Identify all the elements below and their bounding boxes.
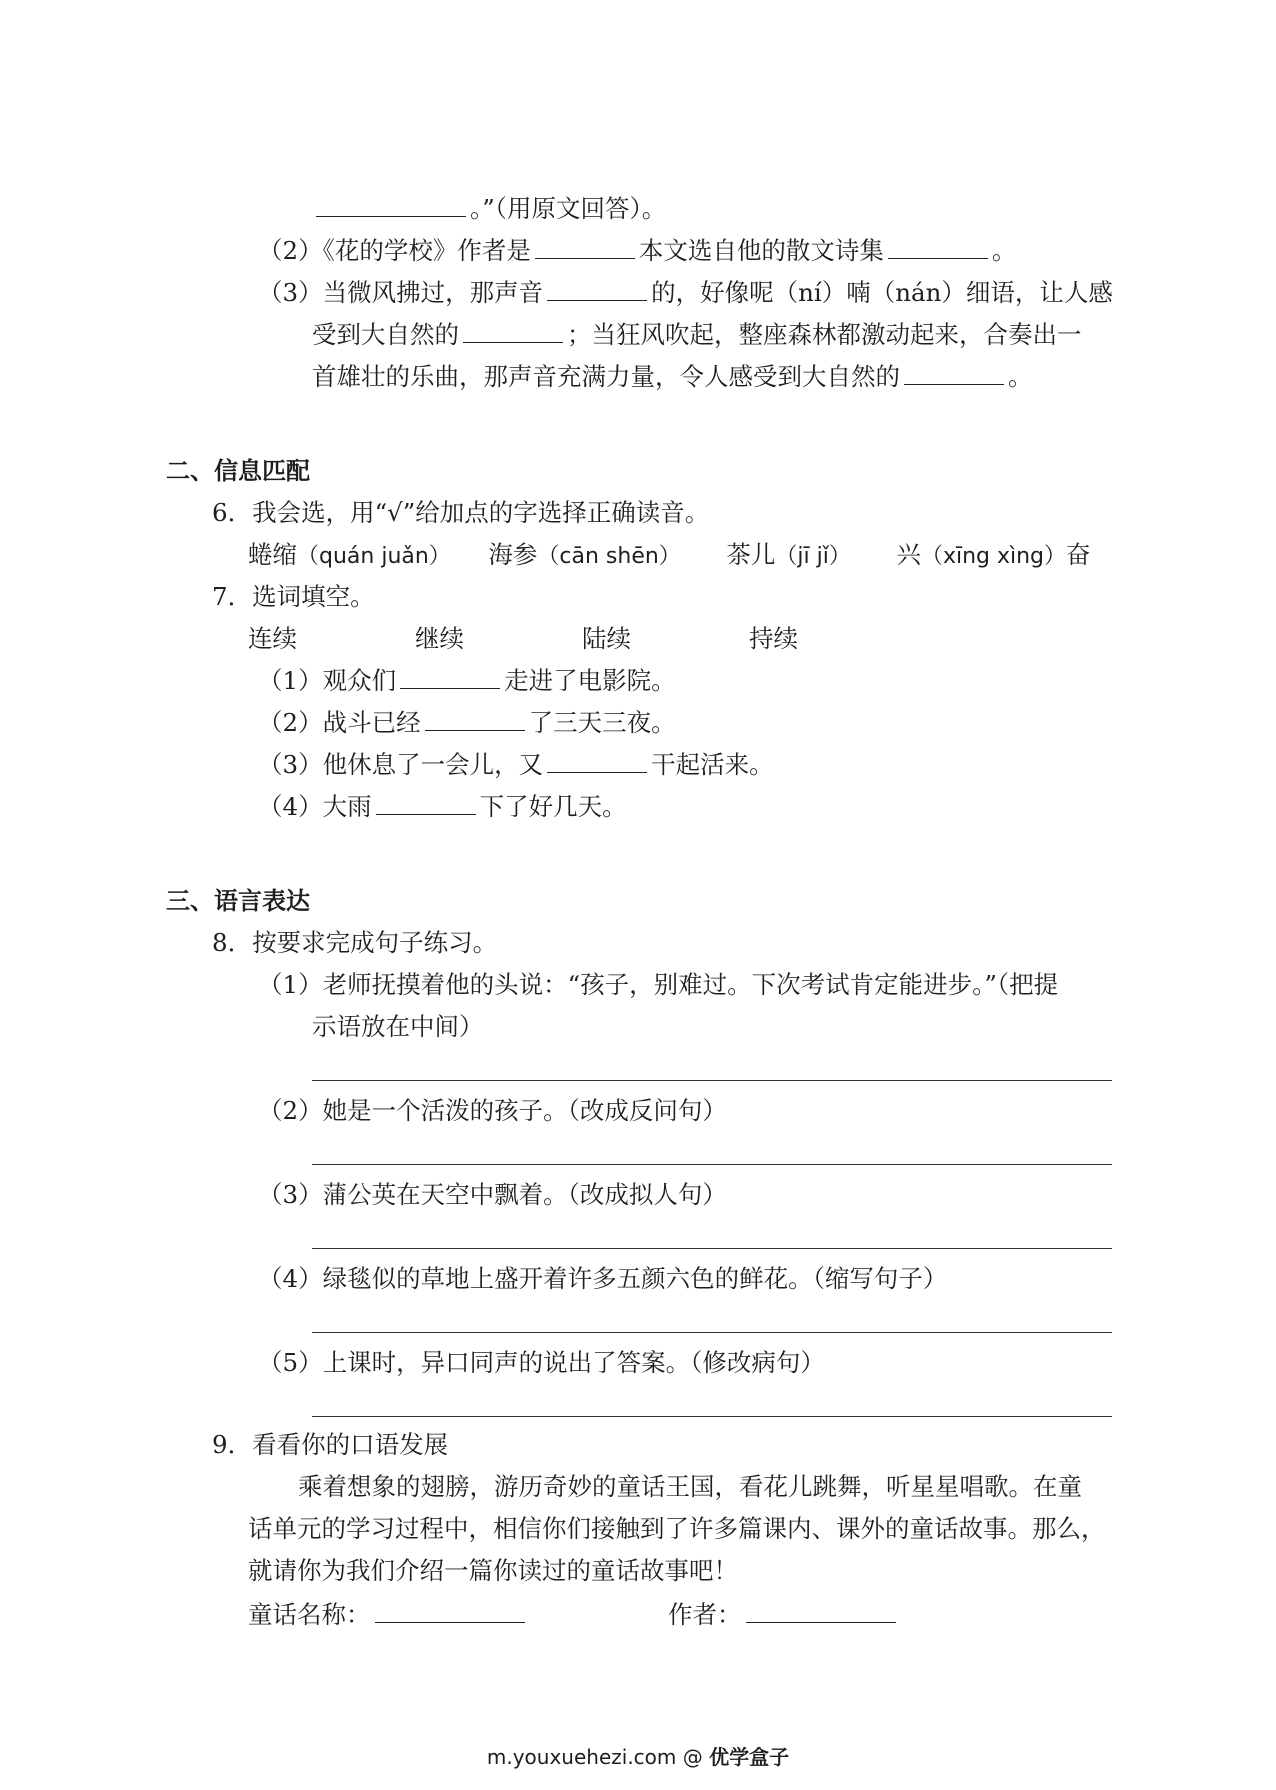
section3-title: 三、语言表达 — [166, 887, 310, 915]
q6-word: 蜷缩 — [248, 540, 297, 569]
answer-line[interactable] — [312, 1248, 1112, 1249]
q7-item-pre: （1）观众们 — [258, 666, 397, 695]
q7-item-post: 了三天三夜。 — [528, 708, 676, 737]
q7-item-post: 下了好几天。 — [479, 792, 627, 821]
q5-line-a-text: 。”（用原文回答）。 — [470, 194, 667, 223]
q7-item-1 — [258, 664, 676, 698]
q5-sub2-pre: （2）《花的学校》作者是 — [258, 236, 531, 265]
q8-item-1-line2: 示语放在中间） — [312, 1012, 484, 1041]
q9-para-line3: 就请你为我们介绍一篇你读过的童话故事吧！ — [248, 1556, 738, 1585]
answer-line[interactable] — [312, 1332, 1112, 1333]
q6-word: 兴 — [896, 540, 921, 569]
q7-item-pre: （4）大雨 — [258, 792, 372, 821]
q9-label: 9．看看你的口语发展 — [212, 1430, 449, 1459]
word-option: 连续 — [248, 624, 297, 653]
q9-para-line2: 话单元的学习过程中，相信你们接触到了许多篇课内、课外的童话故事。那么， — [248, 1514, 1106, 1543]
answer-blank[interactable] — [547, 750, 647, 773]
q5-sub3-l2-post: ；当狂风吹起，整座森林都激动起来，合奏出一 — [567, 320, 1082, 349]
answer-blank[interactable] — [535, 236, 635, 259]
word-option: 继续 — [415, 624, 464, 653]
q5-sub3-pre: （3）当微风拂过，那声音 — [258, 278, 544, 307]
answer-line[interactable] — [312, 1164, 1112, 1165]
q6-suffix: 奋 — [1066, 540, 1091, 569]
answer-blank[interactable] — [316, 194, 466, 217]
q5-sub3-line2 — [312, 318, 1082, 352]
q9-para-line1: 乘着想象的翅膀，游历奇妙的童话王国，看花儿跳舞，听星星唱歌。在童 — [298, 1472, 1082, 1501]
answer-blank[interactable] — [400, 666, 500, 689]
q7-item-pre: （2）战斗已经 — [258, 708, 421, 737]
q8-item-4: （4）绿毯似的草地上盛开着许多五颜六色的鲜花。（缩写句子） — [258, 1264, 948, 1293]
q7-item-4 — [258, 790, 627, 824]
q8-item-1-line1: （1）老师抚摸着他的头说：“孩子，别难过。下次考试肯定能进步。”（把提 — [258, 970, 1059, 999]
q5-sub2-end: 。 — [991, 236, 1017, 265]
footer-brand: 优学盒子 — [709, 1745, 790, 1769]
answer-line[interactable] — [312, 1416, 1112, 1417]
q9-author-row — [668, 1598, 900, 1632]
q8-item-2: （2）她是一个活泼的孩子。（改成反问句） — [258, 1096, 727, 1125]
footer-watermark — [0, 1742, 1276, 1772]
q5-sub3-l2-pre: 受到大自然的 — [312, 320, 459, 349]
q7-word-bank — [248, 622, 798, 656]
answer-blank[interactable] — [376, 792, 476, 815]
q5-line-a — [312, 192, 666, 226]
author-blank[interactable] — [746, 1600, 896, 1623]
q5-sub2-mid: 本文选自他的散文诗集 — [638, 236, 884, 265]
q7-item-post: 走进了电影院。 — [504, 666, 676, 695]
q7-item-2 — [258, 706, 676, 740]
q6-word: 茶儿 — [726, 540, 776, 569]
q5-sub3-line1 — [258, 276, 1113, 310]
q6-word: 海参 — [488, 540, 538, 569]
q6-pinyin: （jī jǐ） — [775, 544, 851, 569]
q5-sub3-l3-pre: 首雄壮的乐曲，那声音充满力量，令人感受到大自然的 — [312, 362, 900, 391]
q7-item-post: 干起活来。 — [651, 750, 774, 779]
q5-sub3-line3 — [312, 360, 1033, 394]
answer-blank[interactable] — [425, 708, 525, 731]
q6-item-1[interactable] — [248, 540, 451, 569]
story-name-label: 童话名称： — [248, 1600, 371, 1629]
answer-blank[interactable] — [547, 278, 647, 301]
word-option: 持续 — [749, 624, 798, 653]
q7-item-pre: （3）他休息了一会儿，又 — [258, 750, 544, 779]
q5-sub3-post: 的，好像呢（ní）喃（nán）细语，让人感 — [651, 278, 1113, 307]
q9-name-row — [248, 1598, 529, 1632]
q6-pinyin: （xīng xìng） — [920, 544, 1067, 569]
section2-title: 二、信息匹配 — [166, 457, 310, 485]
q5-sub2 — [258, 234, 1016, 268]
q6-item-2[interactable] — [488, 540, 680, 569]
answer-blank[interactable] — [888, 236, 988, 259]
footer-site[interactable]: m.youxuehezi.com — [486, 1745, 677, 1769]
q5-sub3-l3-post: 。 — [1008, 362, 1033, 391]
q8-item-5: （5）上课时，异口同声的说出了答案。（修改病句） — [258, 1348, 825, 1377]
answer-blank[interactable] — [463, 320, 563, 343]
story-name-blank[interactable] — [375, 1600, 525, 1623]
q6-options — [248, 538, 1091, 574]
author-label: 作者： — [668, 1600, 742, 1629]
q6-item-4[interactable] — [896, 540, 1090, 569]
answer-line[interactable] — [312, 1080, 1112, 1081]
word-option: 陆续 — [582, 624, 631, 653]
answer-blank[interactable] — [904, 362, 1004, 385]
q6-pinyin: （quán juǎn） — [297, 544, 451, 569]
footer-at: @ — [682, 1745, 703, 1769]
q7-item-3 — [258, 748, 774, 782]
q7-label: 7．选词填空。 — [212, 582, 375, 611]
q6-pinyin: （cān shēn） — [537, 544, 681, 569]
q8-label: 8．按要求完成句子练习。 — [212, 928, 498, 957]
q8-item-3: （3）蒲公英在天空中飘着。（改成拟人句） — [258, 1180, 727, 1209]
q6-label: 6．我会选，用“√”给加点的字选择正确读音。 — [212, 498, 710, 527]
q6-item-3[interactable] — [726, 540, 850, 569]
